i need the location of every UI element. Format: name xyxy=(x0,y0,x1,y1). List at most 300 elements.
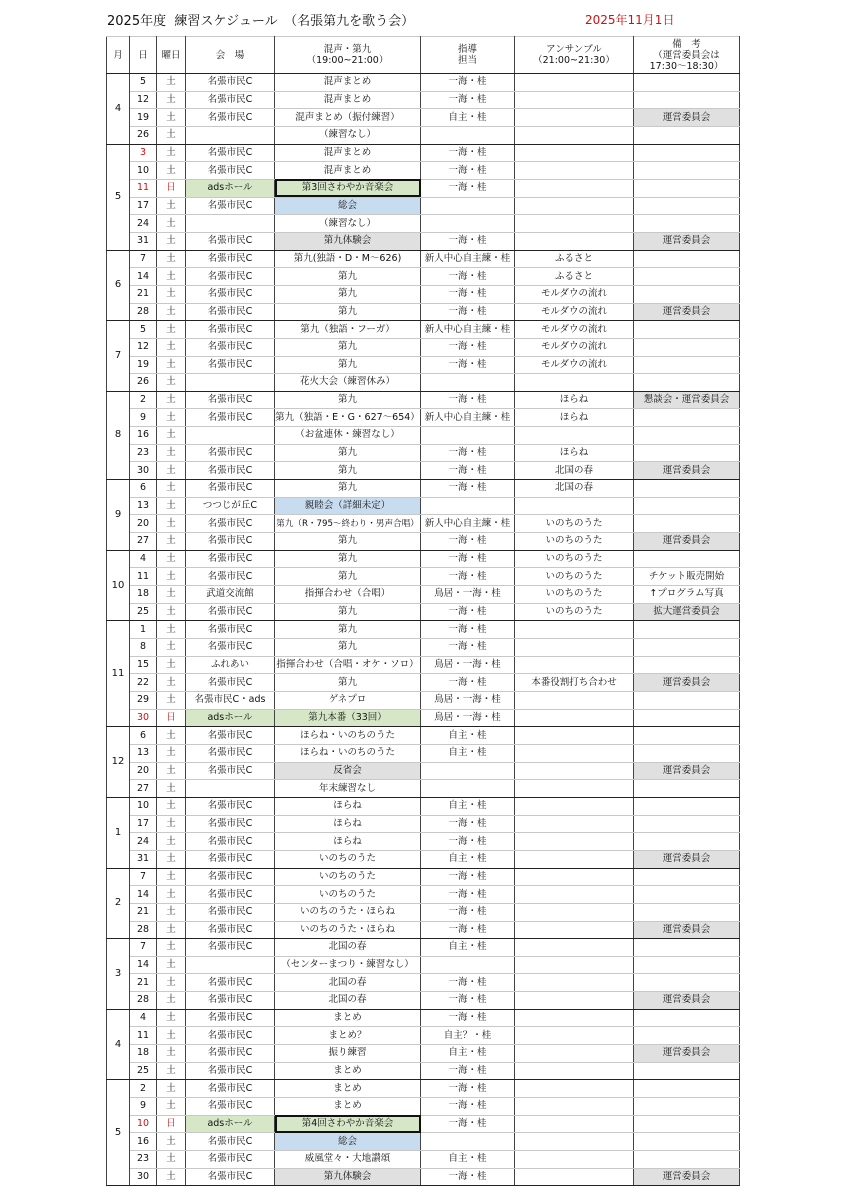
day-cell: 19 xyxy=(130,109,157,127)
day-cell: 28 xyxy=(130,921,157,939)
day-cell: 12 xyxy=(130,338,157,356)
weekday-cell: 土 xyxy=(157,162,186,180)
instructor-cell: 一海・桂 xyxy=(421,1062,515,1080)
table-row xyxy=(107,550,740,568)
instructor-cell: 自主・桂 xyxy=(421,727,515,745)
instructor-cell: 一海・桂 xyxy=(421,992,515,1010)
venue-cell: 名張市民C xyxy=(186,409,275,427)
day-cell: 10 xyxy=(130,1115,157,1133)
ensemble-cell xyxy=(515,1115,634,1133)
chorus-cell: いのちのうた xyxy=(275,886,421,904)
instructor-cell xyxy=(421,956,515,974)
ensemble-cell xyxy=(515,939,634,957)
weekday-cell: 土 xyxy=(157,1045,186,1063)
chorus-cell: 第九 xyxy=(275,285,421,303)
instructor-cell xyxy=(421,215,515,233)
table-row xyxy=(107,586,740,604)
chorus-cell: 第九(独語・D・M～626) xyxy=(275,250,421,268)
remarks-cell xyxy=(634,656,740,674)
table-row xyxy=(107,197,740,215)
chorus-cell: 指揮合わせ（合唱・オケ・ソロ） xyxy=(275,656,421,674)
weekday-cell: 土 xyxy=(157,126,186,144)
ensemble-cell: ほらね xyxy=(515,409,634,427)
table-row xyxy=(107,497,740,515)
ensemble-cell: いのちのうた xyxy=(515,550,634,568)
weekday-cell: 土 xyxy=(157,903,186,921)
day-cell: 6 xyxy=(130,727,157,745)
ensemble-cell xyxy=(515,903,634,921)
venue-cell: 名張市民C xyxy=(186,1045,275,1063)
day-cell: 18 xyxy=(130,586,157,604)
weekday-cell: 土 xyxy=(157,409,186,427)
chorus-cell: まとめ xyxy=(275,1080,421,1098)
table-row xyxy=(107,1062,740,1080)
ensemble-cell xyxy=(515,727,634,745)
venue-cell: 名張市民C xyxy=(186,1133,275,1151)
chorus-cell: いのちのうた・ほらね xyxy=(275,921,421,939)
remarks-cell: 運営委員会 xyxy=(634,1168,740,1186)
remarks-cell xyxy=(634,356,740,374)
day-cell: 17 xyxy=(130,197,157,215)
table-row xyxy=(107,1027,740,1045)
table-row xyxy=(107,727,740,745)
month-cell: 8 xyxy=(107,391,130,479)
instructor-cell: 一海・桂 xyxy=(421,1168,515,1186)
month-cell: 10 xyxy=(107,550,130,621)
ensemble-cell xyxy=(515,639,634,657)
instructor-cell xyxy=(421,427,515,445)
venue-cell xyxy=(186,215,275,233)
remarks-cell xyxy=(634,833,740,851)
chorus-cell: 第3回さわやか音楽会 xyxy=(275,179,421,197)
table-row xyxy=(107,427,740,445)
weekday-cell: 日 xyxy=(157,179,186,197)
weekday-cell: 土 xyxy=(157,744,186,762)
day-cell: 13 xyxy=(130,497,157,515)
chorus-cell: 総会 xyxy=(275,197,421,215)
header-chorus: 混声・第九 （19:00~21:00） xyxy=(275,37,421,74)
chorus-cell: 第九 xyxy=(275,391,421,409)
venue-cell: 名張市民C xyxy=(186,462,275,480)
weekday-cell: 土 xyxy=(157,321,186,339)
venue-cell: adsホール xyxy=(186,1115,275,1133)
day-cell: 11 xyxy=(130,1027,157,1045)
chorus-cell: いのちのうた・ほらね xyxy=(275,903,421,921)
ensemble-cell xyxy=(515,850,634,868)
weekday-cell: 土 xyxy=(157,74,186,92)
weekday-cell: 土 xyxy=(157,639,186,657)
instructor-cell xyxy=(421,780,515,798)
month-cell: 6 xyxy=(107,250,130,321)
venue-cell: adsホール xyxy=(186,179,275,197)
chorus-cell: 第九 xyxy=(275,356,421,374)
instructor-cell: 一海・桂 xyxy=(421,886,515,904)
weekday-cell: 土 xyxy=(157,691,186,709)
weekday-cell: 土 xyxy=(157,215,186,233)
weekday-cell: 土 xyxy=(157,1151,186,1169)
instructor-cell: 一海・桂 xyxy=(421,568,515,586)
table-row xyxy=(107,903,740,921)
table-row xyxy=(107,691,740,709)
table-row xyxy=(107,338,740,356)
weekday-cell: 日 xyxy=(157,1115,186,1133)
day-cell: 1 xyxy=(130,621,157,639)
remarks-cell xyxy=(634,868,740,886)
header-day: 日 xyxy=(130,37,157,74)
weekday-cell: 土 xyxy=(157,603,186,621)
remarks-cell: 運営委員会 xyxy=(634,762,740,780)
instructor-cell: 一海・桂 xyxy=(421,621,515,639)
venue-cell: 名張市民C xyxy=(186,603,275,621)
day-cell: 30 xyxy=(130,709,157,727)
day-cell: 27 xyxy=(130,780,157,798)
month-cell: 2 xyxy=(107,868,130,939)
remarks-cell xyxy=(634,197,740,215)
instructor-cell: 一海・桂 xyxy=(421,1115,515,1133)
remarks-cell xyxy=(634,744,740,762)
remarks-cell xyxy=(634,1115,740,1133)
instructor-cell: 新人中心自主練・桂 xyxy=(421,321,515,339)
table-row xyxy=(107,815,740,833)
chorus-cell: まとめ xyxy=(275,1098,421,1116)
weekday-cell: 土 xyxy=(157,568,186,586)
ensemble-cell xyxy=(515,621,634,639)
month-cell: 7 xyxy=(107,321,130,392)
chorus-cell: ほらね xyxy=(275,833,421,851)
day-cell: 26 xyxy=(130,126,157,144)
venue-cell: 名張市民C xyxy=(186,621,275,639)
remarks-cell xyxy=(634,285,740,303)
ensemble-cell xyxy=(515,497,634,515)
instructor-cell: 一海・桂 xyxy=(421,974,515,992)
weekday-cell: 土 xyxy=(157,921,186,939)
header-month: 月 xyxy=(107,37,130,74)
day-cell: 31 xyxy=(130,850,157,868)
venue-cell: 名張市民C xyxy=(186,568,275,586)
instructor-cell: 自主・桂 xyxy=(421,850,515,868)
remarks-cell xyxy=(634,780,740,798)
remarks-cell xyxy=(634,886,740,904)
table-row xyxy=(107,91,740,109)
table-row xyxy=(107,250,740,268)
weekday-cell: 土 xyxy=(157,656,186,674)
chorus-cell: 反省会 xyxy=(275,762,421,780)
month-cell: 1 xyxy=(107,797,130,868)
ensemble-cell xyxy=(515,762,634,780)
chorus-cell: 第九体験会 xyxy=(275,232,421,250)
venue-cell: 名張市民C xyxy=(186,391,275,409)
chorus-cell: （センターまつり・練習なし） xyxy=(275,956,421,974)
table-row xyxy=(107,356,740,374)
month-cell: 12 xyxy=(107,727,130,798)
instructor-cell: 一海・桂 xyxy=(421,903,515,921)
venue-cell: 名張市民C xyxy=(186,232,275,250)
chorus-cell: 花火大会（練習休み） xyxy=(275,374,421,392)
ensemble-cell: いのちのうた xyxy=(515,568,634,586)
weekday-cell: 土 xyxy=(157,338,186,356)
table-row xyxy=(107,621,740,639)
venue-cell xyxy=(186,956,275,974)
instructor-cell: 新人中心自主練・桂 xyxy=(421,250,515,268)
table-row xyxy=(107,391,740,409)
day-cell: 28 xyxy=(130,303,157,321)
venue-cell: 名張市民C xyxy=(186,91,275,109)
chorus-cell: 親睦会（詳細未定） xyxy=(275,497,421,515)
remarks-cell xyxy=(634,1098,740,1116)
ensemble-cell: 北国の春 xyxy=(515,462,634,480)
day-cell: 21 xyxy=(130,903,157,921)
day-cell: 13 xyxy=(130,744,157,762)
chorus-cell: 指揮合わせ（合唱） xyxy=(275,586,421,604)
ensemble-cell xyxy=(515,1133,634,1151)
table-row xyxy=(107,868,740,886)
day-cell: 18 xyxy=(130,1045,157,1063)
day-cell: 2 xyxy=(130,1080,157,1098)
venue-cell: 名張市民C xyxy=(186,833,275,851)
instructor-cell: 一海・桂 xyxy=(421,639,515,657)
weekday-cell: 土 xyxy=(157,1168,186,1186)
instructor-cell: 一海・桂 xyxy=(421,268,515,286)
chorus-cell: 第九（R・795～終わり・男声合唱） xyxy=(275,515,421,533)
weekday-cell: 土 xyxy=(157,833,186,851)
instructor-cell: 自主・桂 xyxy=(421,744,515,762)
chorus-cell: 第九体験会 xyxy=(275,1168,421,1186)
remarks-cell: 運営委員会 xyxy=(634,992,740,1010)
instructor-cell: 自主・桂 xyxy=(421,109,515,127)
chorus-cell: 第九 xyxy=(275,568,421,586)
chorus-cell: いのちのうた xyxy=(275,868,421,886)
weekday-cell: 土 xyxy=(157,391,186,409)
ensemble-cell xyxy=(515,1009,634,1027)
weekday-cell: 土 xyxy=(157,480,186,498)
instructor-cell: 一海・桂 xyxy=(421,444,515,462)
instructor-cell: 鳥居・一海・桂 xyxy=(421,709,515,727)
day-cell: 4 xyxy=(130,1009,157,1027)
weekday-cell: 土 xyxy=(157,268,186,286)
chorus-cell: 年末練習なし xyxy=(275,780,421,798)
weekday-cell: 土 xyxy=(157,533,186,551)
instructor-cell: 一海・桂 xyxy=(421,603,515,621)
day-cell: 23 xyxy=(130,1151,157,1169)
instructor-cell: 自主・桂 xyxy=(421,939,515,957)
weekday-cell: 土 xyxy=(157,1027,186,1045)
chorus-cell: 総会 xyxy=(275,1133,421,1151)
weekday-cell: 土 xyxy=(157,1062,186,1080)
ensemble-cell xyxy=(515,797,634,815)
remarks-cell xyxy=(634,1027,740,1045)
day-cell: 14 xyxy=(130,268,157,286)
table-row xyxy=(107,833,740,851)
remarks-cell xyxy=(634,550,740,568)
venue-cell: 名張市民C xyxy=(186,1062,275,1080)
table-row xyxy=(107,797,740,815)
remarks-cell xyxy=(634,250,740,268)
weekday-cell: 土 xyxy=(157,674,186,692)
table-row xyxy=(107,603,740,621)
day-cell: 6 xyxy=(130,480,157,498)
ensemble-cell xyxy=(515,956,634,974)
ensemble-cell xyxy=(515,74,634,92)
chorus-cell: 第九 xyxy=(275,338,421,356)
table-row xyxy=(107,179,740,197)
weekday-cell: 土 xyxy=(157,956,186,974)
chorus-cell: 第九（独語・フーガ） xyxy=(275,321,421,339)
remarks-cell: 運営委員会 xyxy=(634,462,740,480)
instructor-cell: 自主・桂 xyxy=(421,1151,515,1169)
chorus-cell: 北国の春 xyxy=(275,939,421,957)
table-row xyxy=(107,409,740,427)
chorus-cell: （練習なし） xyxy=(275,126,421,144)
ensemble-cell xyxy=(515,1027,634,1045)
chorus-cell: まとめ？ xyxy=(275,1027,421,1045)
table-row xyxy=(107,480,740,498)
instructor-cell: 一海・桂 xyxy=(421,533,515,551)
venue-cell: 名張市民C xyxy=(186,744,275,762)
venue-cell: 名張市民C xyxy=(186,815,275,833)
remarks-cell xyxy=(634,939,740,957)
weekday-cell: 土 xyxy=(157,303,186,321)
ensemble-cell xyxy=(515,709,634,727)
ensemble-cell xyxy=(515,197,634,215)
weekday-cell: 土 xyxy=(157,780,186,798)
ensemble-cell xyxy=(515,144,634,162)
day-cell: 19 xyxy=(130,356,157,374)
ensemble-cell xyxy=(515,921,634,939)
ensemble-cell xyxy=(515,886,634,904)
remarks-cell xyxy=(634,1080,740,1098)
weekday-cell: 土 xyxy=(157,285,186,303)
weekday-cell: 土 xyxy=(157,497,186,515)
venue-cell: 名張市民C xyxy=(186,868,275,886)
instructor-cell: 自主・桂 xyxy=(421,1045,515,1063)
instructor-cell xyxy=(421,762,515,780)
chorus-cell: 第九 xyxy=(275,621,421,639)
venue-cell: つつじが丘C xyxy=(186,497,275,515)
ensemble-cell xyxy=(515,744,634,762)
venue-cell: 名張市民C xyxy=(186,762,275,780)
day-cell: 27 xyxy=(130,533,157,551)
venue-cell xyxy=(186,427,275,445)
weekday-cell: 土 xyxy=(157,232,186,250)
ensemble-cell xyxy=(515,656,634,674)
day-cell: 23 xyxy=(130,444,157,462)
remarks-cell xyxy=(634,903,740,921)
venue-cell: 名張市民C xyxy=(186,197,275,215)
remarks-cell xyxy=(634,74,740,92)
chorus-cell: 第九 xyxy=(275,603,421,621)
table-row xyxy=(107,886,740,904)
venue-cell: 名張市民C xyxy=(186,162,275,180)
instructor-cell: 鳥居・一海・桂 xyxy=(421,691,515,709)
table-row xyxy=(107,74,740,92)
remarks-cell xyxy=(634,727,740,745)
day-cell: 9 xyxy=(130,1098,157,1116)
weekday-cell: 土 xyxy=(157,91,186,109)
remarks-cell xyxy=(634,126,740,144)
day-cell: 31 xyxy=(130,232,157,250)
remarks-cell: 運営委員会 xyxy=(634,1045,740,1063)
instructor-cell: 一海・桂 xyxy=(421,833,515,851)
day-cell: 25 xyxy=(130,603,157,621)
instructor-cell xyxy=(421,374,515,392)
ensemble-cell xyxy=(515,427,634,445)
day-cell: 24 xyxy=(130,215,157,233)
weekday-cell: 土 xyxy=(157,250,186,268)
table-row xyxy=(107,1045,740,1063)
table-row xyxy=(107,939,740,957)
table-row xyxy=(107,1098,740,1116)
day-cell: 7 xyxy=(130,250,157,268)
remarks-cell: 拡大運営委員会 xyxy=(634,603,740,621)
chorus-cell: 第九 xyxy=(275,639,421,657)
table-row xyxy=(107,780,740,798)
weekday-cell: 土 xyxy=(157,515,186,533)
day-cell: 2 xyxy=(130,391,157,409)
remarks-cell xyxy=(634,374,740,392)
month-cell: 5 xyxy=(107,144,130,250)
remarks-cell xyxy=(634,144,740,162)
remarks-cell xyxy=(634,268,740,286)
remarks-cell: 運営委員会 xyxy=(634,232,740,250)
instructor-cell xyxy=(421,126,515,144)
month-cell: 4 xyxy=(107,74,130,145)
day-cell: 4 xyxy=(130,550,157,568)
remarks-cell: 運営委員会 xyxy=(634,303,740,321)
venue-cell: 名張市民C xyxy=(186,321,275,339)
ensemble-cell xyxy=(515,1062,634,1080)
ensemble-cell xyxy=(515,109,634,127)
ensemble-cell: 本番役割打ち合わせ xyxy=(515,674,634,692)
venue-cell: 武道交流館 xyxy=(186,586,275,604)
chorus-cell: 振り練習 xyxy=(275,1045,421,1063)
day-cell: 9 xyxy=(130,409,157,427)
venue-cell xyxy=(186,780,275,798)
instructor-cell: 一海・桂 xyxy=(421,462,515,480)
instructor-cell xyxy=(421,497,515,515)
instructor-cell: 一海・桂 xyxy=(421,162,515,180)
remarks-cell: 運営委員会 xyxy=(634,921,740,939)
weekday-cell: 土 xyxy=(157,356,186,374)
day-cell: 12 xyxy=(130,91,157,109)
header-venue: 会 場 xyxy=(186,37,275,74)
month-cell: 11 xyxy=(107,621,130,727)
day-cell: 3 xyxy=(130,144,157,162)
table-row xyxy=(107,144,740,162)
remarks-cell xyxy=(634,409,740,427)
weekday-cell: 土 xyxy=(157,1133,186,1151)
instructor-cell: 一海・桂 xyxy=(421,232,515,250)
table-row xyxy=(107,285,740,303)
header-weekday: 曜日 xyxy=(157,37,186,74)
ensemble-cell xyxy=(515,91,634,109)
remarks-cell xyxy=(634,427,740,445)
table-row xyxy=(107,109,740,127)
table-row xyxy=(107,744,740,762)
table-row xyxy=(107,674,740,692)
ensemble-cell: ほらね xyxy=(515,444,634,462)
chorus-cell: 混声まとめ xyxy=(275,144,421,162)
remarks-cell: 運営委員会 xyxy=(634,533,740,551)
remarks-cell xyxy=(634,480,740,498)
venue-cell: 名張市民C xyxy=(186,1009,275,1027)
table-row xyxy=(107,709,740,727)
day-cell: 16 xyxy=(130,1133,157,1151)
table-row xyxy=(107,656,740,674)
schedule-table xyxy=(106,36,740,1186)
ensemble-cell xyxy=(515,162,634,180)
day-cell: 14 xyxy=(130,956,157,974)
day-cell: 20 xyxy=(130,515,157,533)
